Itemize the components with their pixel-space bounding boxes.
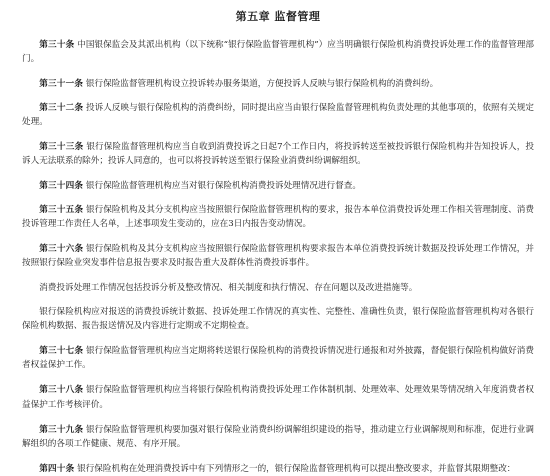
article-number: 第三十八条 <box>39 385 84 396</box>
paragraph-text: 银行保险机构应对报送的消费投诉统计数据、投诉处理工作情况的真实性、完整性、准确性负责，银行保险监督管理机构对各银行保险机构数据、报告报送情况及内容进行定期或不定期检查。 <box>22 306 534 331</box>
paragraph-text: 消费投诉处理工作情况包括投诉分析及整改情况、相关制度和执行情况、存在问题以及改进措施等。 <box>39 283 418 294</box>
article-text: 银行保险监督管理机构应当将银行保险机构消费投诉处理工作体制机制、处理效率、处理效果等情况纳入年度消费者权益保护工作考核评价。 <box>22 385 534 410</box>
chapter-title: 第五章 监督管理 <box>235 10 321 23</box>
article-text: 中国银保监会及其派出机构（以下统称“银行保险监督管理机构”）应当明确银行保险机构消费投诉处理工作的监督管理部门。 <box>22 40 534 65</box>
article-33 <box>22 140 534 168</box>
article-text: 银行保险监督管理机构应当定期将转送银行保险机构的消费投诉情况进行通报和对外披露，督促银行保险机构做好消费者权益保护工作。 <box>22 346 534 371</box>
article-37 <box>22 344 534 372</box>
article-text: 银行保险监督管理机构要加强对银行保险业消费纠纷调解组织建设的指导，推动建立行业调解规则和标准，促进行业调解组织的各项工作健康、规范、有序开展。 <box>22 424 534 450</box>
article-36 <box>22 242 534 270</box>
article-31 <box>22 77 534 91</box>
article-text: 银行保险机构在处理消费投诉中有下列情形之一的，银行保险监督管理机构可以提出整改要求，并监督其限期整改： <box>77 464 516 475</box>
article-text: 银行保险机构及其分支机构应当按照银行保险监督管理机构的要求，报告本单位消费投诉处理工作相关管理制度、消费投诉管理工作责任人名单，上述事项发生变动的，应在3日内报告变动情况。 <box>22 204 534 229</box>
article-number: 第三十四条 <box>39 181 84 192</box>
article-number: 第三十九条 <box>39 424 84 435</box>
article-number: 第三十六条 <box>39 244 84 255</box>
article-number: 第三十二条 <box>39 102 84 113</box>
article-number: 第三十一条 <box>39 79 84 90</box>
article-32 <box>22 101 534 129</box>
article-40 <box>22 462 534 476</box>
article-text: 银行保险监督管理机构应当自收到消费投诉之日起7个工作日内，将投诉转送至被投诉银行保险机构并告知投诉人，投诉人无法联系的除外；投诉人同意的，也可以将投诉转送至银行保险业消费纠纷调解组织。 <box>22 142 534 167</box>
article-36-paragraph-3 <box>22 305 534 333</box>
article-text: 银行保险机构及其分支机构应当按照银行保险监督管理机构要求报告本单位消费投诉统计数据及投诉处理工作情况，并按照银行保险业突发事件信息报告要求及时报告重大及群体性消费投诉事件。 <box>22 244 534 269</box>
article-36-paragraph-2 <box>22 281 534 295</box>
article-30 <box>22 38 534 66</box>
article-text: 银行保险监督管理机构设立投诉转办服务渠道，方便投诉人反映与银行保险机构的消费纠纷。 <box>85 79 439 90</box>
article-35 <box>22 203 534 231</box>
article-number: 第三十条 <box>39 40 75 50</box>
article-number: 第四十条 <box>39 464 75 475</box>
article-text: 投诉人反映与银行保险机构的消费纠纷，同时提出应当由银行保险监督管理机构负责处理的其他事项的，依照有关规定处理。 <box>22 102 534 127</box>
article-39 <box>22 423 534 451</box>
article-text: 银行保险监督管理机构应当对银行保险机构消费投诉处理情况进行督查。 <box>85 181 361 192</box>
article-number: 第三十三条 <box>39 142 84 153</box>
article-number: 第三十七条 <box>39 346 84 357</box>
article-34 <box>22 179 534 193</box>
article-number: 第三十五条 <box>39 204 84 215</box>
article-38 <box>22 383 534 411</box>
